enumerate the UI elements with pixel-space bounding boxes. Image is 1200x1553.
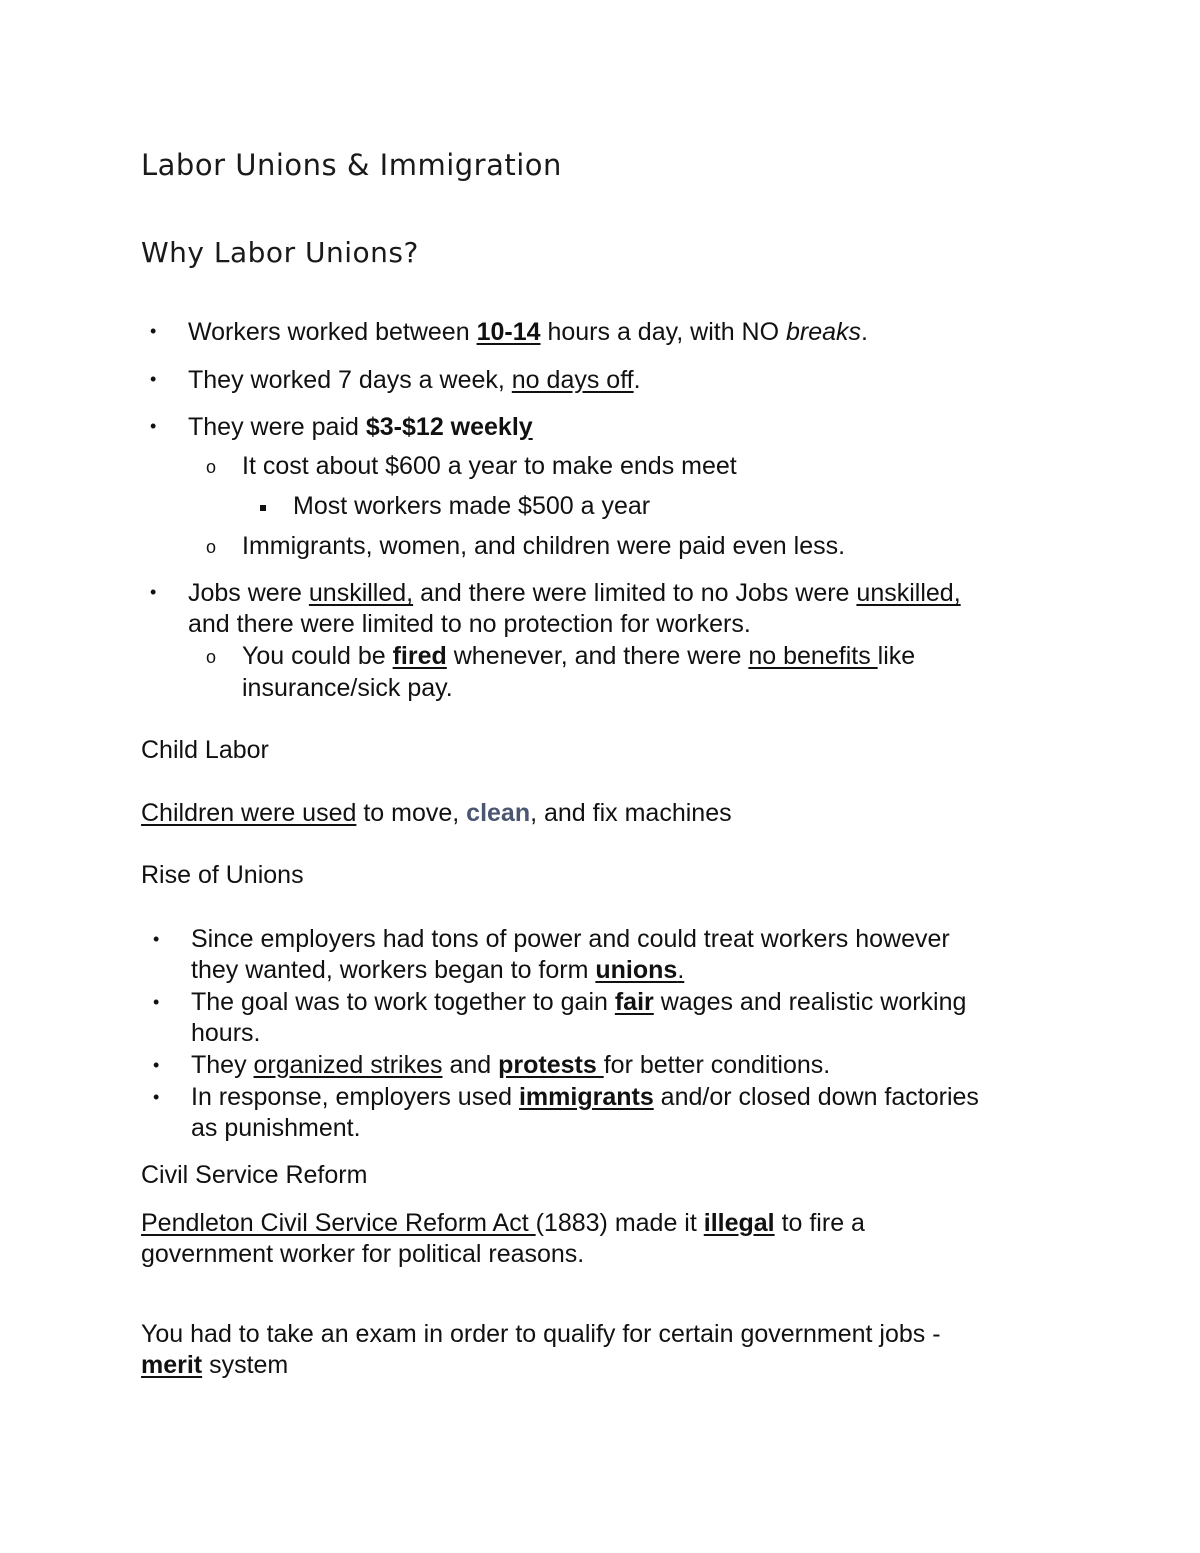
square-bullet-icon [260, 505, 266, 511]
list-item-fired-line2: insurance/sick pay. [242, 674, 453, 702]
list-item-pay: They were paid $3-$12 weekly [188, 413, 533, 441]
list-item-jobs-line1: Jobs were unskilled, and there were limited to no Jobs were unskilled, [188, 579, 961, 607]
list-item-strikes: They organized strikes and protests for better conditions. [191, 1051, 831, 1079]
paragraph-exam-line2: merit system [141, 1351, 289, 1379]
paragraph-pendleton-line2: government worker for political reasons. [141, 1240, 585, 1268]
heading-rise-of-unions: Rise of Unions [141, 861, 304, 889]
list-item-goal-line2: hours. [191, 1019, 261, 1047]
document-title: Labor Unions & Immigration [141, 148, 562, 182]
bullet-icon: • [153, 1055, 160, 1075]
list-item-hours: Workers worked between 10-14 hours a day, with NO breaks. [188, 318, 868, 346]
bullet-icon: • [150, 582, 157, 602]
circle-bullet-icon: o [206, 457, 217, 477]
circle-bullet-icon: o [206, 647, 217, 667]
list-item-days: They worked 7 days a week, no days off. [188, 366, 641, 394]
paragraph-pendleton-line1: Pendleton Civil Service Reform Act (1883) made it illegal to fire a [141, 1209, 865, 1237]
heading-why-labor-unions: Why Labor Unions? [141, 236, 419, 269]
list-item-employers-line1: Since employers had tons of power and could treat workers however [191, 925, 950, 953]
bullet-icon: • [150, 416, 157, 436]
heading-civil-service-reform: Civil Service Reform [141, 1161, 368, 1189]
heading-child-labor: Child Labor [141, 736, 269, 764]
list-item-cost: It cost about $600 a year to make ends meet [242, 452, 737, 480]
circle-bullet-icon: o [206, 537, 217, 557]
list-item-most-workers: Most workers made $500 a year [293, 492, 651, 520]
bullet-icon: • [153, 992, 160, 1012]
list-item-goal-line1: The goal was to work together to gain fair wages and realistic working [191, 988, 967, 1016]
list-item-employers-line2: they wanted, workers began to form unions. [191, 956, 685, 984]
paragraph-exam-line1: You had to take an exam in order to qualify for certain government jobs - [141, 1320, 941, 1348]
list-item-response-line2: as punishment. [191, 1114, 361, 1142]
paragraph-child-labor: Children were used to move, clean, and fix machines [141, 799, 732, 827]
list-item-response-line1: In response, employers used immigrants and/or closed down factories [191, 1083, 979, 1111]
list-item-jobs-line2: and there were limited to no protection for workers. [188, 610, 751, 638]
bullet-icon: • [153, 1087, 160, 1107]
list-item-immigrants-paid: Immigrants, women, and children were paid even less. [242, 532, 846, 560]
list-item-fired-line1: You could be fired whenever, and there were no benefits like [242, 642, 916, 670]
bullet-icon: • [150, 321, 157, 341]
bullet-icon: • [153, 929, 160, 949]
bullet-icon: • [150, 369, 157, 389]
